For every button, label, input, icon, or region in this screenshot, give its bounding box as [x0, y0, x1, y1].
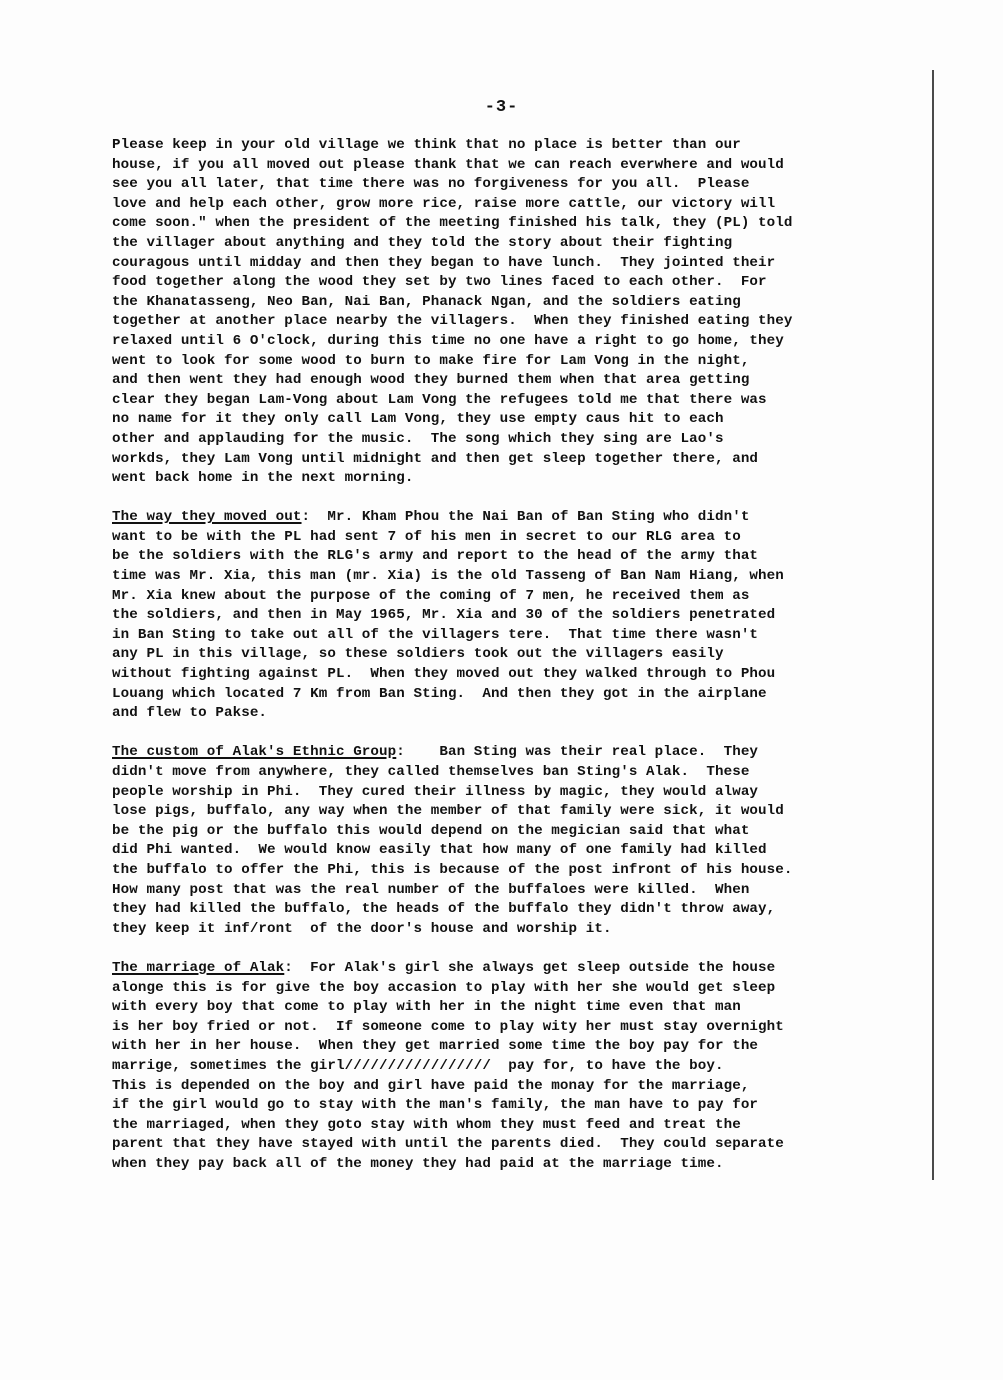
text-line: and flew to Pakse. [112, 705, 268, 722]
text-line: relaxed until 6 O'clock, during this time no one have a right to go home, they [112, 332, 784, 349]
text-line: be the pig or the buffalo this would depend on the megician said that what [112, 822, 750, 839]
text-line: food together along the wood they set by two lines faced to each other. For [112, 274, 767, 291]
text-line: they keep it inf/ront of the door's house and worship it. [112, 920, 612, 937]
text-line: parent that they have stayed with until the parents died. They could separate [112, 1136, 784, 1153]
text-line: other and applauding for the music. The song which they sing are Lao's [112, 430, 724, 447]
text-line: lose pigs, buffalo, any way when the member of that family were sick, it would [112, 803, 784, 820]
text-line: This is depended on the boy and girl have paid the monay for the marriage, [112, 1077, 750, 1094]
text-line: love and help each other, grow more rice, raise more cattle, our victory will [112, 195, 776, 212]
text-line: without fighting against PL. When they moved out they walked through to Phou [112, 666, 776, 683]
text-line: when they pay back all of the money they had paid at the marriage time. [112, 1155, 724, 1172]
text-line: time was Mr. Xia, this man (mr. Xia) is the old Tasseng of Ban Nam Hiang, when [112, 568, 784, 585]
text-line-content: : Mr. Kham Phou the Nai Ban of Ban Sting who didn't [301, 509, 750, 526]
text-line-content: : Ban Sting was their real place. They [396, 744, 759, 761]
text-line: How many post that was the real number of the buffaloes were killed. When [112, 881, 750, 898]
text-line [112, 959, 912, 979]
text-line: couragous until midday and then they began to have lunch. They jointed their [112, 254, 776, 271]
text-line: any PL in this village, so these soldiers took out the villagers easily [112, 646, 724, 663]
text-line-content: : For Alak's girl she always get sleep outside the house [284, 959, 776, 976]
text-line: did Phi wanted. We would know easily that how many of one family had killed [112, 842, 767, 859]
paragraph [112, 508, 912, 724]
text-line: went back home in the next morning. [112, 470, 414, 487]
text-line: and then went they had enough wood they burned them when that area getting [112, 372, 750, 389]
text-line: the buffalo to offer the Phi, this is because of the post infront of his house. [112, 861, 793, 878]
text-line: is her boy fried or not. If someone come to play wity her must stay overnight [112, 1018, 784, 1035]
text-line [112, 743, 912, 763]
paragraph [112, 959, 912, 1175]
text-line: went to look for some wood to burn to make fire for Lam Vong in the night, [112, 352, 750, 369]
text-line: no name for it they only call Lam Vong, they use empty caus hit to each [112, 411, 724, 428]
section-heading: The custom of Alak's Ethnic Group [112, 744, 397, 761]
paragraph [112, 743, 912, 939]
text-line: in Ban Sting to take out all of the villagers tere. That time there wasn't [112, 626, 759, 643]
text-line: if the girl would go to stay with the man's family, the man have to pay for [112, 1097, 759, 1114]
paragraph [112, 136, 912, 489]
text-line: be the soldiers with the RLG's army and report to the head of the army that [112, 548, 759, 565]
text-line: the Khanatasseng, Neo Ban, Nai Ban, Phanack Ngan, and the soldiers eating [112, 293, 741, 310]
text-line: see you all later, that time there was no forgiveness for you all. Please [112, 176, 750, 193]
page-number: -3- [484, 98, 519, 117]
text-line: alonge this is for give the boy accasion to play with her she would get sleep [112, 979, 776, 996]
text-line: they had killed the buffalo, the heads of the buffalo they didn't throw away, [112, 901, 776, 918]
text-line: house, if you all moved out please thank that we can reach everwhere and would [112, 156, 784, 173]
text-line: marrige, sometimes the girl///////////////// pay for, to have the boy. [112, 1057, 724, 1074]
document-body [112, 136, 912, 1194]
text-line: clear they began Lam-Vong about Lam Vong the refugees told me that there was [112, 391, 767, 408]
margin-rule [932, 70, 934, 1180]
text-line: the soldiers, and then in May 1965, Mr. Xia and 30 of the soldiers penetrated [112, 607, 776, 624]
text-line: with every boy that come to play with her in the night time even that man [112, 999, 741, 1016]
text-line [112, 508, 912, 528]
text-line: the marriaged, when they goto stay with whom they must feed and treat the [112, 1116, 741, 1133]
text-line: workds, they Lam Vong until midnight and then get sleep together there, and [112, 450, 759, 467]
text-line: Louang which located 7 Km from Ban Sting. And then they got in the airplane [112, 685, 767, 702]
section-heading: The marriage of Alak [112, 959, 285, 976]
section-heading: The way they moved out [112, 509, 302, 526]
text-line: didn't move from anywhere, they called themselves ban Sting's Alak. These [112, 764, 750, 780]
text-line: people worship in Phi. They cured their illness by magic, they would alway [112, 783, 759, 800]
text-line: together at another place nearby the villagers. When they finished eating they [112, 313, 793, 330]
text-line: the villager about anything and they told the story about their fighting [112, 234, 733, 251]
text-line: with her in her house. When they get married some time the boy pay for the [112, 1038, 759, 1055]
text-line: want to be with the PL had sent 7 of his men in secret to our RLG area to [112, 528, 741, 545]
text-line: come soon." when the president of the meeting finished his talk, they (PL) told [112, 215, 793, 232]
text-line: Mr. Xia knew about the purpose of the coming of 7 men, he received them as [112, 587, 750, 604]
text-line: Please keep in your old village we think that no place is better than our [112, 137, 741, 153]
